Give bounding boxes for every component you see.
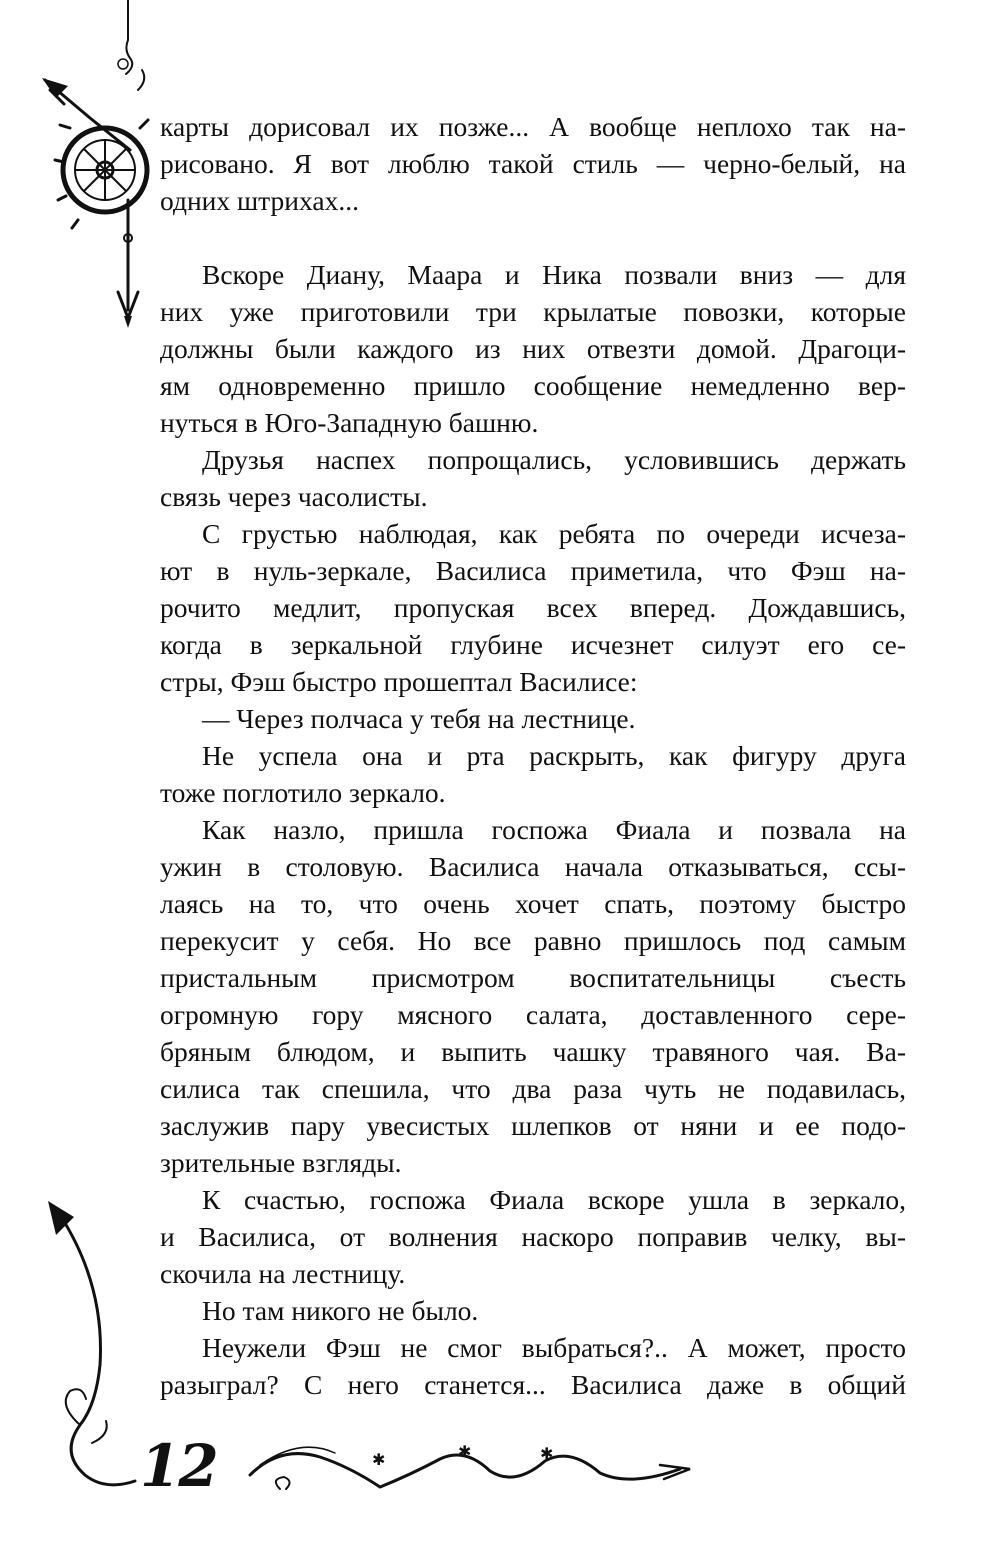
paragraph: Не успела она и рта раскрыть, как фигуру друга xyxy=(202,740,906,771)
svg-text:✱: ✱ xyxy=(372,1450,386,1469)
paragraph: стры, Фэш быстро прошептал Василисе: xyxy=(160,666,638,697)
paragraph: — Через полчаса у тебя на лестнице. xyxy=(202,703,636,734)
paragraph: Вскоре Диану, Маара и Ника позвали вниз — для них уже приготовили три крылатые повозки, которые должны были каждого из них отвезти домой. Драгоци- ям одновременно пришло сообщение немедленно вер- xyxy=(160,259,906,401)
paragraph: нуться в Юго-Западную башню. xyxy=(160,407,539,438)
svg-text:✱: ✱ xyxy=(540,1444,554,1463)
swirl-ornament-icon xyxy=(30,1195,150,1495)
flourish-arrow-icon xyxy=(240,1435,700,1505)
paragraph: Неужели Фэш не смог выбраться?.. А может, просто разыграл? С него станется... Василиса даже в общий xyxy=(160,1332,906,1400)
paragraph: карты дорисовал их позже... А вообще неплохо так на- рисовано. Я вот люблю такой стиль — черно-белый, на xyxy=(160,111,906,179)
paragraph: Как назло, пришла госпожа Фиала и позвала на ужин в столовую. Василиса начала отказываться, ссы- лаясь на то, что очень хочет спать, поэтому быстро перекусит у себя. Но все равно пришлось под самым пристальным присмотром воспитательницы съесть огромную гору мясного салата, доставленного сере- бряным блюдом, и выпить чашку травяного чая. Ва- силиса так спешила, что два раза чуть не подавилась, заслужив пару увесистых шлепков от няни и ее подо- xyxy=(160,814,906,1141)
paragraph: тоже поглотило зеркало. xyxy=(160,777,446,808)
paragraph: зрительные взгляды. xyxy=(160,1147,402,1178)
body-text xyxy=(160,108,906,1403)
paragraph: Но там никого не было. xyxy=(202,1295,479,1326)
compass-ornament-icon xyxy=(20,0,160,330)
paragraph: К счастью, госпожа Фиала вскоре ушла в зеркало, и Василиса, от волнения наскоро поправив челку, вы- xyxy=(160,1184,906,1252)
paragraph: одних штрихах... xyxy=(160,185,359,216)
svg-text:✱: ✱ xyxy=(458,1442,472,1461)
paragraph: Друзья наспех попрощались, условившись держать xyxy=(202,444,906,475)
paragraph: скочила на лестницу. xyxy=(160,1258,406,1289)
page-number: 12 xyxy=(140,1432,217,1500)
paragraph: С грустью наблюдая, как ребята по очереди исчеза- ют в нуль-зеркале, Василиса приметила, что Фэш на- рочито медлит, пропуская всех вперед. Дождавшись, когда в зеркальной глубине исчезнет силуэт его се- xyxy=(160,518,906,660)
paragraph: связь через часолисты. xyxy=(160,481,428,512)
